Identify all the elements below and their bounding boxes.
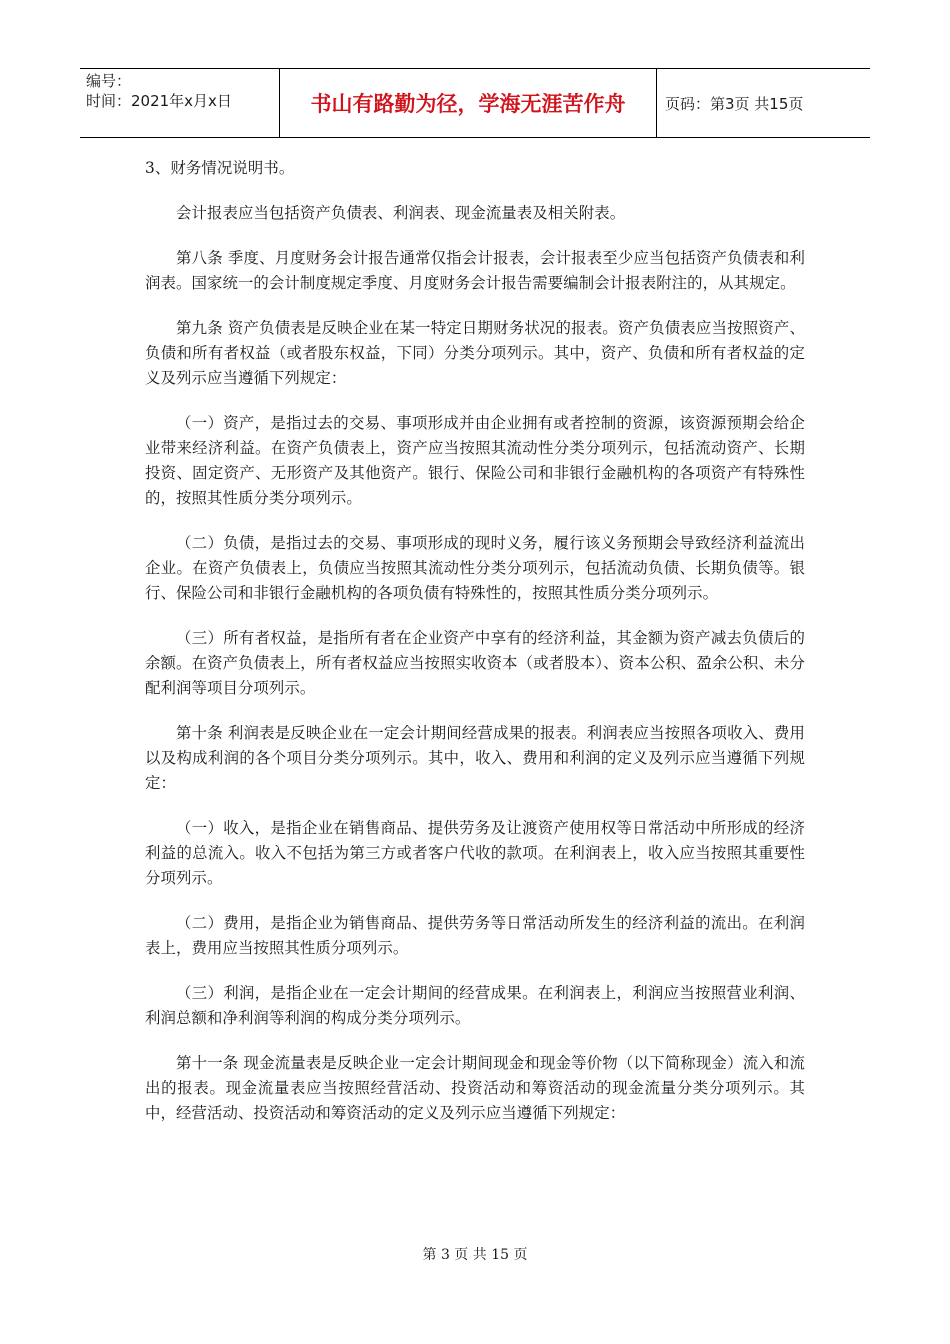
header-page-label: 页码：第3页 共15页 — [665, 94, 804, 113]
document-body — [145, 156, 805, 1146]
paragraph: 3、财务情况说明书。 — [145, 159, 295, 177]
date-label: 时间：2021年x月x日 — [86, 92, 232, 110]
paragraph: （一）资产，是指过去的交易、事项形成并由企业拥有或者控制的资源，该资源预期会给企业带来经济利益。在资产负债表上，资产应当按照其流动性分类分项列示，包括流动资产、长期投资、固定资产、无形资产及其他资产。银行、保险公司和非银行金融机构的各项资产有特殊性的，按照其性质分类分项列示。 — [145, 414, 805, 507]
header-meta — [80, 69, 280, 137]
paragraph: 第十一条 现金流量表是反映企业一定会计期间现金和现金等价物（以下简称现金）流入和流出的报表。现金流量表应当按照经营活动、投资活动和筹资活动的现金流量分类分项列示。其中，经营活动、投资活动和筹资活动的定义及列示应当遵循下列规定： — [145, 1054, 805, 1122]
paragraph: （三）所有者权益，是指所有者在企业资产中享有的经济利益，其金额为资产减去负债后的余额。在资产负债表上，所有者权益应当按照实收资本（或者股本）、资本公积、盈余公积、未分配利润等项目分项列示。 — [145, 629, 805, 697]
paragraph: 第九条 资产负债表是反映企业在某一特定日期财务状况的报表。资产负债表应当按照资产、负债和所有者权益（或者股东权益，下同）分类分项列示。其中，资产、负债和所有者权益的定义及列示应当遵循下列规定： — [145, 319, 805, 387]
paragraph: 第十条 利润表是反映企业在一定会计期间经营成果的报表。利润表应当按照各项收入、费用以及构成利润的各个项目分类分项列示。其中，收入、费用和利润的定义及列示应当遵循下列规定： — [145, 724, 805, 792]
paragraph: 第八条 季度、月度财务会计报告通常仅指会计报表，会计报表至少应当包括资产负债表和利润表。国家统一的会计制度规定季度、月度财务会计报告需要编制会计报表附注的，从其规定。 — [145, 249, 805, 292]
page-footer — [0, 1244, 950, 1264]
footer-page-number: 第 3 页 共 15 页 — [422, 1247, 528, 1263]
paragraph: （一）收入，是指企业在销售商品、提供劳务及让渡资产使用权等日常活动中所形成的经济利益的总流入。收入不包括为第三方或者客户代收的款项。在利润表上，收入应当按照其重要性分项列示。 — [145, 819, 805, 887]
paragraph: 会计报表应当包括资产负债表、利润表、现金流量表及相关附表。 — [176, 204, 626, 222]
header-motto: 书山有路勤为径，学海无涯苦作舟 — [280, 69, 657, 137]
paragraph: （二）费用，是指企业为销售商品、提供劳务等日常活动所发生的经济利益的流出。在利润表上，费用应当按照其性质分项列示。 — [145, 914, 805, 957]
page-header — [80, 68, 870, 138]
paragraph: （三）利润，是指企业在一定会计期间的经营成果。在利润表上，利润应当按照营业利润、利润总额和净利润等利润的构成分类分项列示。 — [145, 984, 805, 1027]
number-label: 编号： — [86, 72, 132, 90]
paragraph: （二）负债，是指过去的交易、事项形成的现时义务，履行该义务预期会导致经济利益流出企业。在资产负债表上，负债应当按照其流动性分类分项列示，包括流动负债、长期负债等。银行、保险公司和非银行金融机构的各项负债有特殊性的，按照其性质分类分项列示。 — [145, 534, 805, 602]
